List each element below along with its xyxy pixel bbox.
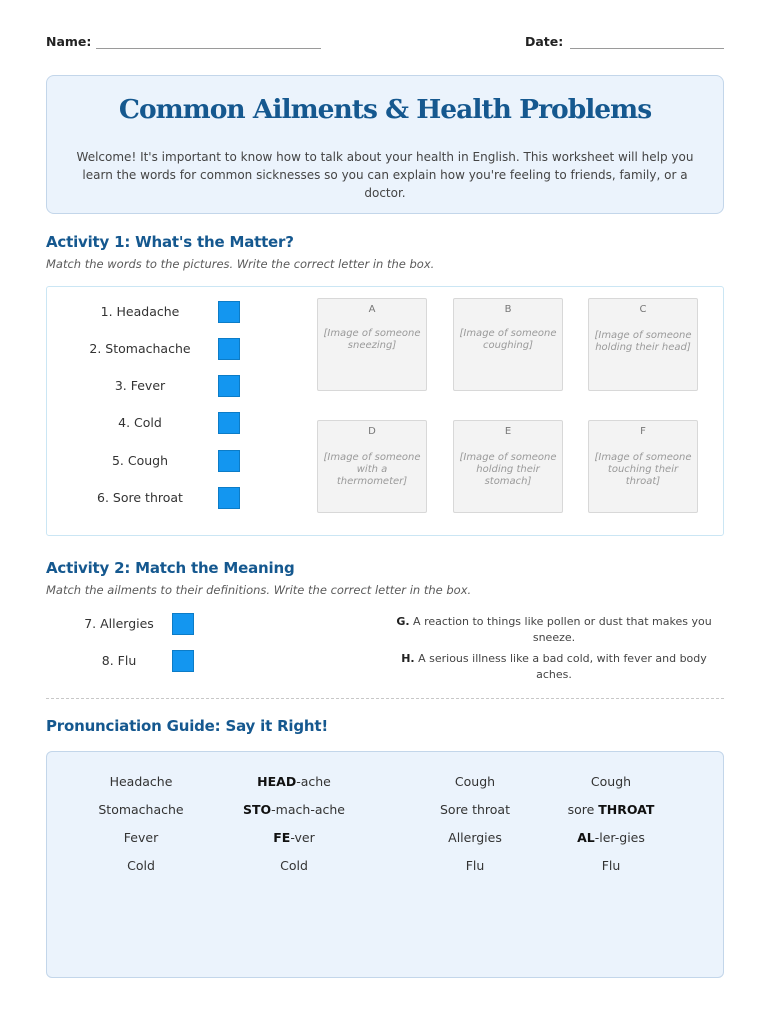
picture-letter: F (640, 426, 646, 437)
picture-letter: D (368, 426, 376, 437)
definition-text: A reaction to things like pollen or dust that makes you sneeze. (409, 615, 712, 644)
picture-card-a (317, 298, 427, 391)
pron-guide (214, 830, 374, 845)
syllable-rest: -ver (290, 830, 315, 845)
picture-placeholder: [Image of someone holding their head] (594, 330, 692, 353)
syllable-rest: Flu (601, 858, 621, 873)
date-label: Date: (525, 34, 564, 49)
stress-syllable: HEAD (257, 774, 297, 789)
pronunciation-panel (46, 751, 724, 978)
activity2-title: Activity 2: Match the Meaning (46, 559, 295, 577)
answer-box-1[interactable] (218, 301, 240, 323)
section-divider (46, 698, 724, 699)
name-label: Name: (46, 34, 92, 49)
syllable-rest: Cough (590, 774, 632, 789)
pron-guide (531, 830, 691, 845)
definition-letter: G. (396, 615, 410, 628)
pron-word: Fever (123, 830, 159, 845)
picture-placeholder: [Image of someone coughing] (459, 328, 557, 351)
syllable-rest: -ache (296, 774, 331, 789)
pron-word: Stomachache (98, 802, 184, 817)
pron-guide (531, 802, 691, 817)
syllable-rest: -mach-ache (271, 802, 345, 817)
word-item: 4. Cold (118, 415, 162, 430)
syllable-rest: Cold (280, 858, 308, 873)
pron-word: Cold (127, 858, 155, 873)
definition-h (385, 651, 723, 683)
pron-guide (214, 802, 374, 817)
name-date-row (46, 34, 724, 50)
picture-letter: C (639, 304, 647, 315)
definition-letter: H. (401, 652, 415, 665)
word-item: 3. Fever (114, 378, 166, 393)
word-item: 8. Flu (101, 653, 137, 668)
picture-letter: B (504, 304, 512, 315)
answer-box-2[interactable] (218, 338, 240, 360)
syllable-rest: -ler-gies (594, 830, 645, 845)
picture-card-f (588, 420, 698, 513)
pron-guide (531, 774, 691, 789)
definition-text: A serious illness like a bad cold, with fever and body aches. (414, 652, 707, 681)
pron-word: Cough (454, 774, 496, 789)
pron-guide (531, 858, 691, 873)
answer-box-4[interactable] (218, 412, 240, 434)
intro-text: Welcome! It's important to know how to talk about your health in English. This worksheet will help you learn the words for common sicknesses so you can explain how you're feeling to friends, family, or a doctor. (76, 150, 694, 200)
answer-box-8[interactable] (172, 650, 194, 672)
syllable-rest: sore (567, 802, 599, 817)
word-item: 7. Allergies (84, 616, 154, 631)
activity1-panel (46, 286, 724, 536)
picture-letter: E (504, 426, 512, 437)
pron-word: Sore throat (439, 802, 510, 817)
pron-guide (214, 858, 374, 873)
word-item: 1. Headache (100, 304, 180, 319)
answer-box-5[interactable] (218, 450, 240, 472)
pron-guide (214, 774, 374, 789)
page-title: Common Ailments & Health Problems (118, 94, 652, 125)
activity2-instructions: Match the ailments to their definitions. Write the correct letter in the box. (46, 583, 472, 597)
stress-syllable: FE (273, 830, 291, 845)
picture-card-b (453, 298, 563, 391)
picture-card-e (453, 420, 563, 513)
picture-placeholder: [Image of someone touching their throat] (594, 452, 692, 487)
picture-placeholder: [Image of someone with a thermometer] (323, 452, 421, 487)
word-item: 2. Stomachache (89, 341, 191, 356)
stress-syllable: STO (243, 802, 272, 817)
picture-placeholder: [Image of someone holding their stomach] (459, 452, 557, 487)
word-item: 6. Sore throat (97, 490, 183, 505)
pronunciation-title: Pronunciation Guide: Say it Right! (46, 717, 328, 735)
activity1-title: Activity 1: What's the Matter? (46, 233, 294, 251)
activity1-instructions: Match the words to the pictures. Write the correct letter in the box. (46, 257, 435, 271)
picture-card-c (588, 298, 698, 391)
word-item: 5. Cough (111, 453, 169, 468)
picture-letter: A (368, 304, 376, 315)
date-field[interactable] (570, 48, 724, 49)
answer-box-6[interactable] (218, 487, 240, 509)
picture-placeholder: [Image of someone sneezing] (323, 328, 421, 351)
name-field[interactable] (96, 48, 321, 49)
pron-word: Allergies (448, 830, 502, 845)
stress-syllable: THROAT (598, 802, 655, 817)
picture-card-d (317, 420, 427, 513)
definition-g (385, 614, 723, 646)
stress-syllable: AL (577, 830, 595, 845)
answer-box-7[interactable] (172, 613, 194, 635)
intro-panel (46, 75, 724, 214)
pron-word: Flu (465, 858, 485, 873)
pron-word: Headache (109, 774, 173, 789)
answer-box-3[interactable] (218, 375, 240, 397)
